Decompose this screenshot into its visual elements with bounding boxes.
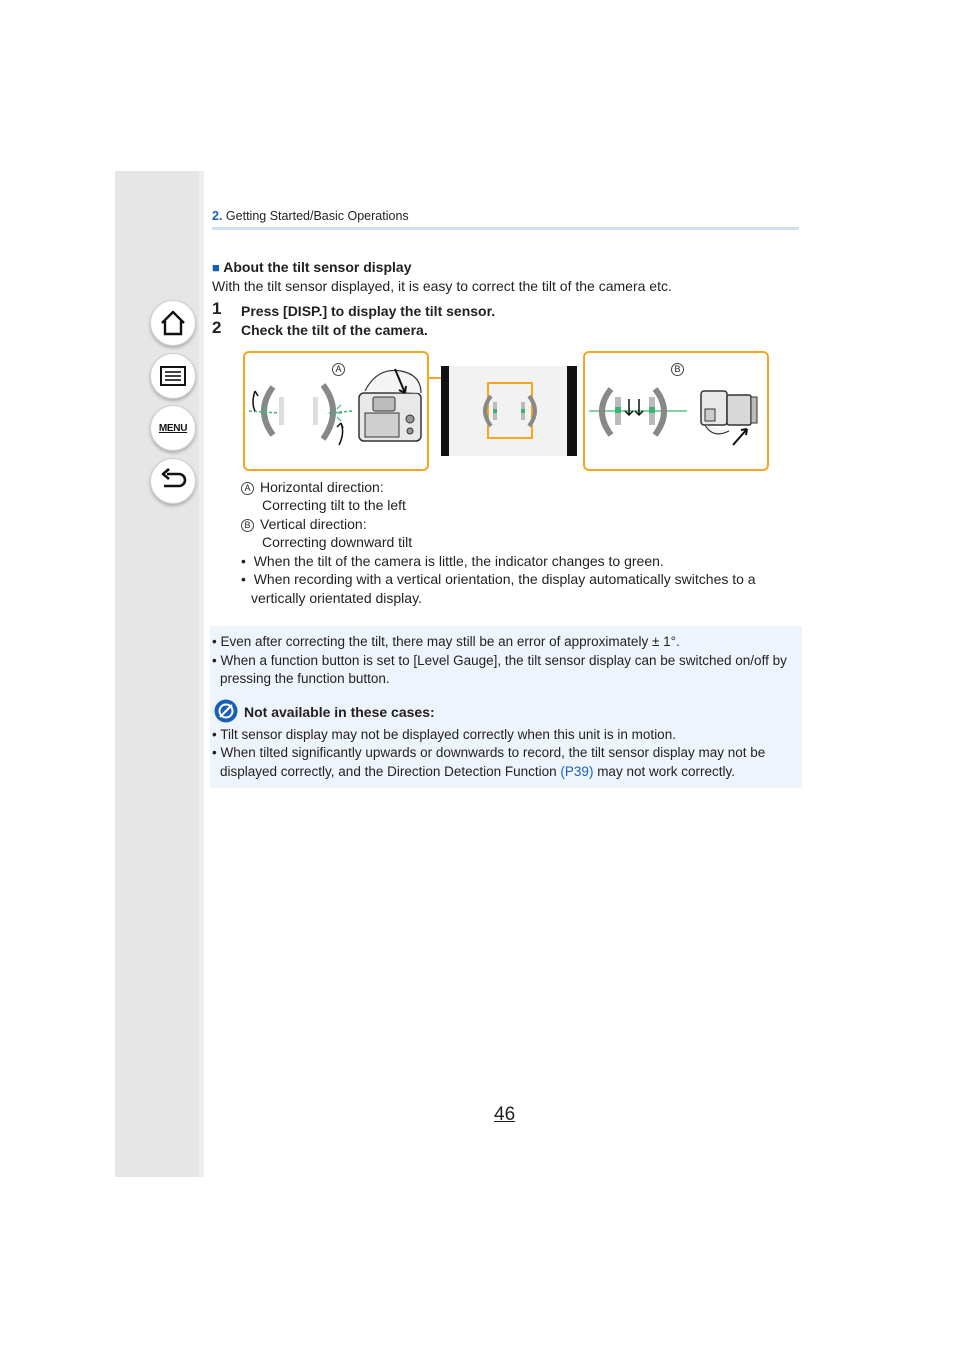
note-text: pressing the function button. — [220, 671, 390, 686]
viewfinder-gauge — [441, 366, 577, 456]
bullet-text: When recording with a vertical orientation, the display automatically switches to a — [253, 571, 756, 587]
section-intro: With the tilt sensor displayed, it is easy to correct the tilt of the camera etc. — [212, 278, 672, 294]
note-text: Tilt sensor display may not be displayed correctly when this unit is in motion. — [220, 727, 676, 742]
page-number: 46 — [494, 1104, 516, 1125]
step-text: Press [DISP.] to display the tilt sensor. — [241, 303, 496, 319]
bullet-mark: • — [212, 653, 217, 668]
bullet-mark: • — [241, 553, 246, 569]
not-available-title: Not available in these cases: — [244, 704, 435, 720]
step-number: 2 — [212, 318, 222, 337]
viewfinder-screen — [441, 366, 577, 456]
bullet-mark: • — [212, 634, 217, 649]
note-item — [212, 633, 680, 651]
note-text: When a function button is set to [Level Gauge], the tilt sensor display can be switched on/off by — [220, 653, 787, 668]
section-title-text: About the tilt sensor display — [223, 259, 412, 275]
page-reference-link[interactable]: (P39) — [560, 764, 594, 779]
contents-button[interactable] — [150, 353, 196, 399]
horizontal-gauge-illustration — [245, 353, 427, 469]
bullet-text: vertically orientated display. — [251, 590, 422, 606]
header-rule — [212, 227, 799, 230]
breadcrumb-chapter-num: 2. — [212, 209, 223, 223]
panel-label-a: A — [332, 363, 345, 376]
breadcrumb — [212, 209, 409, 223]
note-text: Even after correcting the tilt, there may still be an error of approximately ± 1°. — [220, 634, 680, 649]
callout-a — [241, 478, 384, 496]
bullet-mark: • — [241, 571, 246, 587]
callout-line: Horizontal direction: — [260, 479, 384, 495]
step-text: Check the tilt of the camera. — [241, 322, 428, 338]
note-item — [212, 744, 765, 762]
callout-b — [241, 515, 367, 533]
note-item — [212, 726, 676, 744]
contents-list-icon — [158, 361, 188, 391]
panel-horizontal — [243, 351, 429, 471]
menu-icon: MENU — [158, 422, 188, 434]
bullet-item — [241, 552, 664, 570]
note-text: When tilted significantly upwards or downwards to record, the tilt sensor display may not be — [220, 745, 766, 760]
home-button[interactable] — [150, 300, 196, 346]
callout-line: Correcting tilt to the left — [262, 497, 406, 513]
menu-button[interactable] — [150, 405, 196, 451]
note-text: may not work correctly. — [593, 764, 735, 779]
section-marker-icon: ■ — [212, 260, 220, 275]
bullet-mark: • — [212, 745, 217, 760]
not-available-icon — [214, 699, 238, 723]
panel-label-b: B — [671, 363, 684, 376]
callout-line: Correcting downward tilt — [262, 534, 413, 550]
back-arrow-icon — [158, 466, 188, 496]
home-icon — [158, 308, 188, 338]
sidebar-edge — [199, 171, 204, 1177]
bullet-item — [241, 570, 756, 588]
section-title — [212, 258, 411, 277]
callout-line: Vertical direction: — [260, 516, 367, 532]
note-line — [220, 763, 735, 781]
back-button[interactable] — [150, 458, 196, 504]
callout-mark: A — [241, 482, 254, 495]
panel-vertical — [583, 351, 769, 471]
callout-mark: B — [241, 519, 254, 532]
vertical-gauge-illustration — [585, 353, 767, 469]
bullet-text: When the tilt of the camera is little, the indicator changes to green. — [253, 553, 664, 569]
note-text: displayed correctly, and the Direction Detection Function — [220, 764, 561, 779]
step-number: 1 — [212, 299, 222, 318]
note-item — [212, 652, 787, 670]
breadcrumb-chapter-title: Getting Started/Basic Operations — [225, 209, 409, 223]
bullet-mark: • — [212, 727, 217, 742]
